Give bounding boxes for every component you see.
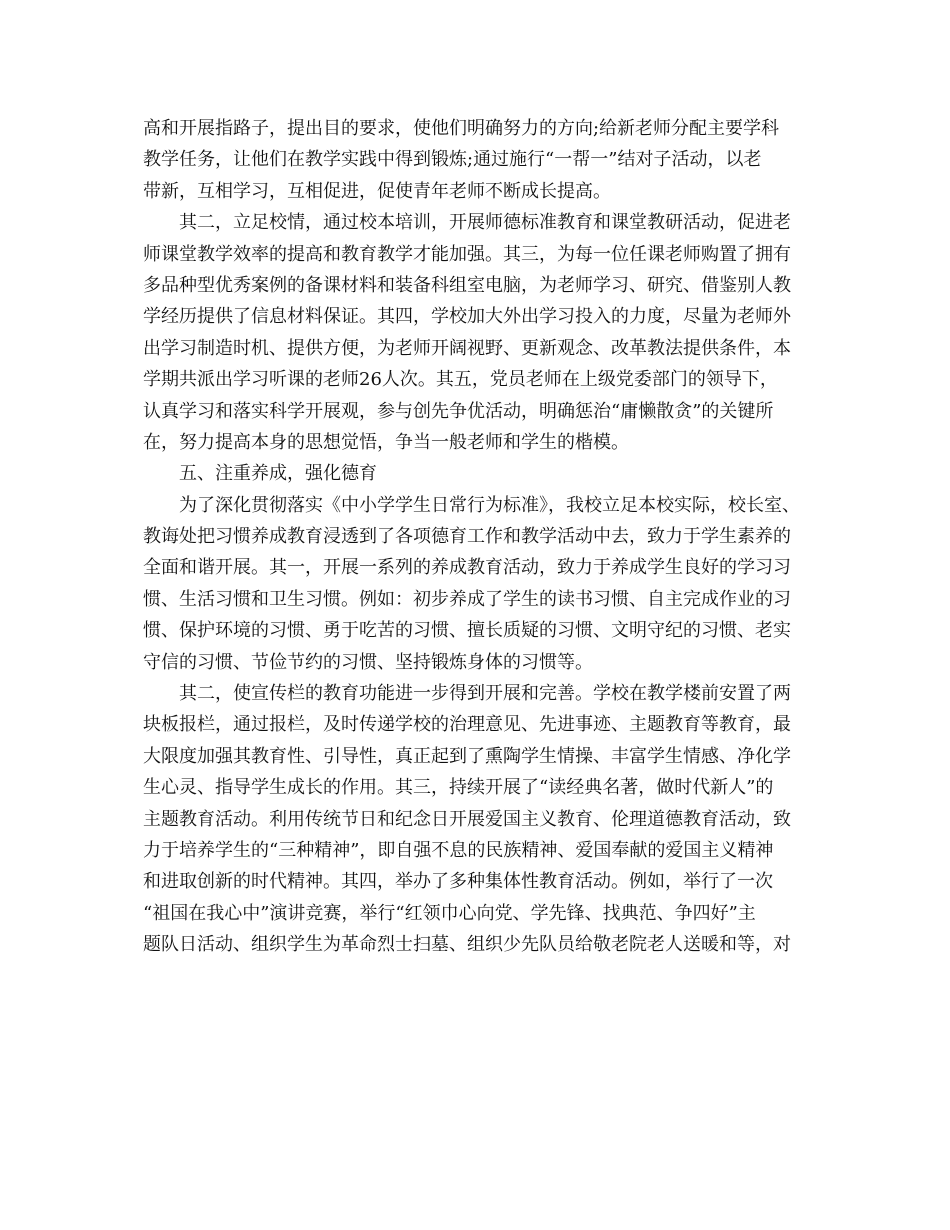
text-line: 教诲处把习惯养成教育浸透到了各项德育工作和教学活动中去，致力于学生素养的 — [143, 526, 791, 548]
text-line: 学期共派出学习听课的老师26人次。其五，党员老师在上级党委部门的领导下， — [143, 369, 778, 391]
text-line: 守信的习惯、节俭节约的习惯、坚持锻炼身体的习惯等。 — [143, 651, 593, 673]
text-line: 教学任务，让他们在教学实践中得到锻炼;通过施行“一帮一”结对子活动，以老 — [143, 149, 762, 171]
text-line: 高和开展指路子，提出目的要求，使他们明确努力的方向;给新老师分配主要学科 — [143, 118, 780, 139]
text-line: 在，努力提高本身的思想觉悟，争当一般老师和学生的楷模。 — [143, 431, 629, 453]
text-line: 生心灵、指导学生成长的作用。其三，持续开展了“读经典名著，做时代新人”的 — [143, 777, 774, 799]
text-line: 主题教育活动。利用传统节日和纪念日开展爱国主义教育、伦理道德教育活动，致 — [143, 808, 791, 830]
text-line: 学经历提供了信息材料保证。其四，学校加大外出学习投入的力度，尽量为老师外 — [143, 306, 791, 328]
text-line: 出学习制造时机、提供方便，为老师开阔视野、更新观念、改革教法提供条件，本 — [143, 337, 791, 359]
paragraph-start-line: 其二，使宣传栏的教育功能进一步得到开展和完善。学校在教学楼前安置了两 — [179, 683, 791, 705]
body-text — [143, 113, 813, 961]
text-line: 师课堂教学效率的提高和教育教学才能加强。其三，为每一位任课老师购置了拥有 — [143, 243, 791, 265]
section-heading: 五、注重养成，强化德育 — [179, 463, 377, 485]
text-line: 块板报栏，通过报栏，及时传递学校的治理意见、先进事迹、主题教育等教育，最 — [143, 714, 791, 736]
text-line: 带新，互相学习，互相促进，促使青年老师不断成长提高。 — [143, 180, 611, 202]
text-line: 和进取创新的时代精神。其四，举办了多种集体性教育活动。例如，举行了一次 — [143, 871, 773, 893]
text-line: 惯、保护环境的习惯、勇于吃苦的习惯、擅长质疑的习惯、文明守纪的习惯、老实 — [143, 620, 791, 642]
paragraph-start-line: 其二，立足校情，通过校本培训，开展师德标准教育和课堂教研活动，促进老 — [179, 212, 791, 234]
text-line: 全面和谐开展。其一，开展一系列的养成教育活动，致力于养成学生良好的学习习 — [143, 557, 791, 579]
text-line: 惯、生活习惯和卫生习惯。例如：初步养成了学生的读书习惯、自主完成作业的习 — [143, 588, 791, 610]
text-line: 多品种型优秀案例的备课材料和装备科组室电脑，为老师学习、研究、借鉴别人教 — [143, 274, 791, 296]
text-line: 认真学习和落实科学开展观，参与创先争优活动，明确惩治“庸懒散贪”的关键所 — [143, 400, 774, 422]
text-line: “祖国在我心中”演讲竞赛，举行“红领巾心向党、学先锋、找典范、争四好”主 — [143, 902, 756, 924]
text-line: 题队日活动、组织学生为革命烈士扫墓、组织少先队员给敬老院老人送暖和等，对 — [143, 934, 791, 956]
paragraph-start-line: 为了深化贯彻落实《中小学学生日常行为标准》，我校立足本校实际，校长室、 — [179, 494, 800, 516]
text-line: 大限度加强其教育性、引导性，真正起到了熏陶学生情操、丰富学生情感、净化学 — [143, 745, 791, 767]
text-line: 力于培养学生的“三种精神”，即自强不息的民族精神、爱国奉献的爱国主义精神 — [143, 839, 774, 861]
